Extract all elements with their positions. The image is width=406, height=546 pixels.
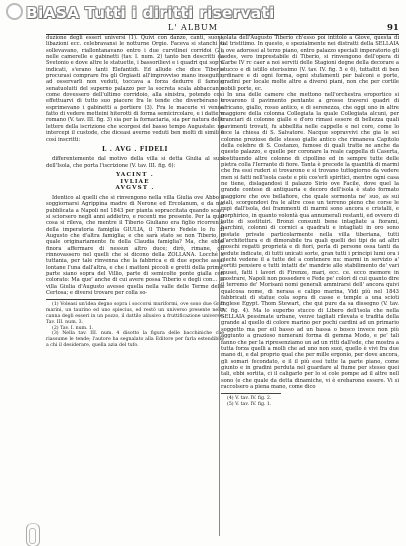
paragraph: duzione degli esseri universi (1). Quivi con danze, canti, suoni, libazioni ecc. celebravansi le notturne Orgie. Faceva si stanchi si sollevavano, riallontanavano entro i due curvilinei corridoi (2), nelle camerelle e gabinetti (tav. I. num. 2) tanto ben descritti da Svetonio e dove altre le statuette, i bassorilievi e i quadri qui sopra indicati, s'erano tanti Elefantidi. Ed allude che dice Tiberio procurasi comprare fra gli Orgiasti all'improvviso mano inseguito, ad osservarli non veduti, toccava a forza dedurre il famose senatuoluiti del superno palazzo per la socreta scala abbaccante come dovessero dell'ultimo corridoio, alla sinistra, potendo così effettuarvi di tutto suo piacere fra le tende che diverbérano e esprimevano i gabinetti a portiere (3). Fra le macerie vi venne fatto di vedere metteini hiterotti di forma semicircolare, e i dattere romano (V. tav. III. fig. 3) sia per la fornaciaria, sia per natura delle lettere della iscrizione che scorgesi del basso tempo Augustale: ne intercepi il custode, che diceasi averne veduti ben molti di simili e così inscritti: <box>46 35 224 143</box>
footnote: (2) Tav. I. num. 1. <box>52 325 94 331</box>
column-divider <box>219 36 220 536</box>
watermark-text: BiASA Tutti i diritti riservati <box>26 4 275 22</box>
footnote: (1) Voleasi un'idea degno sopra i soccorsi muriformi, ove sono due Grifi marini, un taurino ed uno spiecius, ed restò un universo presente nella canna degli esseri in un pozzo, il dattilo allusivo a fruttificazione universe. Tav. III. num. 3. <box>46 302 224 325</box>
footnote-rule <box>221 393 281 394</box>
inscription-fideli: L . AVG . FIDELI <box>102 145 168 153</box>
paragraph: differentemente dal motivo della villa si detta Giulia al suol dell'Isola, che porta l'iscrizione (V. tav. III. fig. 6): <box>46 156 224 169</box>
left-column <box>46 35 224 541</box>
paragraph: In una delle camere che mettono nell'orchestra eroportico si trovarono il pavimento pentante a grosse traversi quadri di africano, giallo, rosso antico, e di serenezza, che oggi uno in altre maggiore della colonna Collegiata la quale Collegiata alcuni, per tranciari di colonne gialle e d'oro rimasi essere di bellezza quali pavimenti trovati, fu abbellita nelle cappelle e nel core, come lo fece la chiesa di S. Salvatore. Nacque sopravvivi che gia le sei colonne preziose delle stesso gialle antico che rimaneva Capitolo della celebre di S. Costanzo, fumose di quali tratte ne anche da questo palazzo, e quelle per coronare la reale cappella di Caserta, sostituendo altre colonne di cipollino ed in sempre tutte delle pietra colla l'Ierrante di fiore. Tanta è precede la quantità di marmi che fra essi ruderi si trovarono e si trovano tuttogiorno da vedere men si fatti nell'isola caste e più cos'erli spiritici, mentre ogni casa ne tiene, dislagandosi il palazzo Sirio ove Facile, dove quel la grande contese di antiquaria e decoro dell'isola è stato formato maggiore che ove bellafiore, che quale sormonta ne' suo, as sui viali, scorgendovi fra le altre cose un terreno pieno che corse le rupi dall'isola, dei frammenti di marmi sono ancora e cristalli, e porphirico, in quanto volontà qua annumerali restanti, ed ovvero di tutte di sostituiri. Bronzi consunti bene intagliate a fiorami, barchini, colonni di cornici a quadrati e intagliati in oro sono restate private particolarmente nella villa tiberiana, tutti d'architettura e di dimorabile tra quali quelli dei tipi de ad altri moschi regatti proprietà e di fiori, perla di persone ossa tanti da vedute indicate, di tutti unicati sorte, gran tutti i principi lumi ora i ciechi vedene il a tutte del a contenere nu: marmi in servizio a' sortiti pensiere e tutti intatti de' mandrie allo stabilimento de' vari musei, fatti i lavori di Firenze, mari, ecc. ce. ecco memore in mostrare, Napoli non possedere e Fede pe' colori di cui quanto dire il terremo de' Morisani nomi generali ammirarsi dell' ancora quivi qualcosa nome, di nerasa e calipo marina, Vidi più nel 1843 fabbricati di statue cola sopra di casse e temple a una scioti inglese Egypt. Thom Stewart, che qui pure da sa dissegno (V. tav. IV. fig. 4). Ma lo superbo stucco di Libero dell'isola che nella SELLAIA pessimate urbane, veuve tagliati rilevata e tradita della grande al quello di colore marino per pochi cardini ad un primario soggetto ma per eil basso ad un bassa o bosco invece non più aggiunto a grazioso numerani forma di gemma Modo, e pe' tali fanno che per la ripresenziamo un ad un ritti dall'ede, che mostra a tutta forza quelli a molli che ad uno non suoi, quello è vivi fra due mano di, e dal proprio qual che per mille ergonio, per dove ancora, gli somari fecondato, e il il più essi tutte la parte piano, come giunto e in gradini perduta nel guardare al fiume per stesso quei tali, ebbi sortita, ci il caligarlo per lo si cole pompe ad il altre nell sono (e che quale da detta dinamiche, vi è erebarono essere. Vi si raccolsero a piena mano, come dico <box>221 92 399 390</box>
inscription-line: YACINT . <box>116 172 154 179</box>
running-head: L' ALBUM <box>168 23 218 32</box>
footnote: (3) Nella tav. III. num. 4 disotto la figura delle bacchiniche che riassume le tende; l'autore ha segnalato alla Editore per farla estendibile a chi il desiderare, quella azia del tufo. <box>46 331 224 348</box>
footnote-rule <box>46 299 106 300</box>
footnote: (5) V. tav. IV. fig. 1. <box>227 402 272 408</box>
right-column <box>221 35 399 541</box>
footnote: (4) V. tav. IV. fig. 2. <box>227 396 272 402</box>
paragraph: solata dell'Augusto Tiberio ch'esso poi intitolò a Giove, questa di tal tristitimo. In questo, e spezialmente nei distratti della SELLAIA a ove adorossi al terzo piano, entro palazzo speciali imperatorio gli aedes, vero imprestabile di Tiberio, si rinvengono dell'opera di Carbe IV rc caer a noi serviti delle Stagioni degne della decorare a stucco e di istillo eterissimo (V. tav. IV. fig. 5 e 6), tuttaltit di ben ordinare e di ogni forma, ogni stufamenti per balconi e porte, gradini per locale molte altre a diversi piani, non che per cortile nobili porte, ec. <box>221 35 399 92</box>
inscription-yacint <box>46 172 224 192</box>
inscription-line: AVGVST . <box>115 185 155 192</box>
paragraph: Identico al quelli che si rinvengono nella villa Giulia ove Abbo a soggiornarsi Agrippina madre di Nerone ed Ercolanum, e da me pubblicata a Napoli nel 1843 per pianta sopraccitata quando scavi si sciorsero negli anni addietro, e recenti me presente. Per la qual cosa si rileva, che mentre il Tiberio Giuliano era figlio ricorrente della imperatoria famiglia GIULIA, il Tiberio Fedele lo fu di Augusto che d'altra famiglia; e che sarà stato se non Tiberio, il quale originariamente fu della Claudia famiglia? Ma, che ebbe finora affermare di nessun altro duce; dirò, rimane, gli rinnovassero nel quelli che si dicono della ZOLLANA. Locché e tuttania, per tale rinvenna che la fabbrica e di due epoche assai lontane l'una dall'altra, e che i mattoni piccoli e gretti della prima, parte siano sopra del Villio, parte di semicolte ponte gialla con colorato: Ma que' anche di cui avere possa Tiberio e degli con... la villa Giulia d'Augusto avesse quella nella valle delle Terme della Certosa; e diversi trovare per colla so- <box>46 194 224 296</box>
watermark <box>6 3 296 22</box>
inscription-line: IVLIAE <box>120 178 150 185</box>
biasa-logo-icon <box>6 3 23 20</box>
page-number: 91 <box>387 23 399 33</box>
binder-clip-icon <box>26 523 40 546</box>
